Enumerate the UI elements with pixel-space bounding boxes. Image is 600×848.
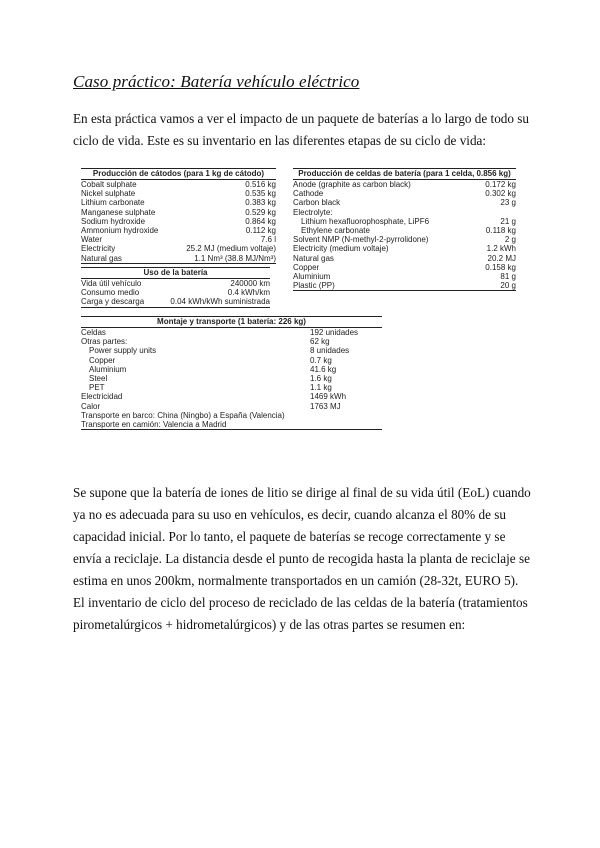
table-row	[293, 226, 516, 235]
table-row	[81, 217, 276, 226]
row-value: 25.2 MJ (medium voltaje)	[186, 244, 276, 254]
row-label: Copper	[293, 262, 320, 272]
table-row	[81, 374, 382, 383]
table-bottom-rule	[293, 290, 516, 291]
table-row	[81, 346, 382, 355]
row-label: Electrolyte:	[293, 207, 333, 217]
row-value: 0.158 kg	[485, 262, 516, 272]
row-label: Cathode	[293, 189, 324, 199]
table-row	[293, 235, 516, 244]
row-value: 192 unidades	[310, 328, 359, 337]
row-value: 1.1 Nm³ (38.8 MJ/Nm³)	[194, 253, 276, 263]
row-value: 0.864 kg	[245, 216, 276, 226]
table-row	[293, 272, 516, 281]
table-bottom-rule	[81, 263, 276, 264]
row-value: 2 g	[504, 235, 516, 245]
table-row	[81, 279, 270, 288]
table-row	[81, 235, 276, 244]
row-value: 0.516 kg	[245, 180, 276, 189]
row-label: Water	[81, 235, 103, 245]
row-label: Transporte en barco: China (Ningbo) a España (Valencia)	[81, 410, 285, 420]
row-label: Celdas	[81, 328, 106, 337]
row-label: PET	[89, 383, 105, 393]
table-row	[293, 198, 516, 207]
row-value: 1469 kWh	[310, 392, 347, 402]
row-label: Manganese sulphate	[81, 207, 156, 217]
table-row	[81, 288, 270, 297]
table-row	[81, 226, 276, 235]
row-value: 0.383 kg	[245, 198, 276, 208]
row-value: 41.6 kg	[310, 364, 337, 374]
row-value: 20.2 MJ	[487, 253, 516, 263]
table-bottom-rule	[81, 429, 382, 430]
row-value: 0.535 kg	[245, 189, 276, 199]
table-assembly-transport	[81, 316, 382, 430]
row-value	[310, 411, 382, 420]
row-value: 23 g	[500, 198, 516, 208]
table-row	[293, 217, 516, 226]
row-label: Copper	[89, 355, 116, 365]
table-row	[81, 356, 382, 365]
row-label: Solvent NMP (N-methyl-2-pyrrolidone)	[293, 235, 429, 245]
table-cell-production	[293, 168, 516, 291]
table-battery-use	[81, 267, 270, 308]
row-label: Lithium hexafluorophosphate, LiPF6	[301, 216, 430, 226]
row-label: Ammonium hydroxide	[81, 225, 159, 235]
row-value: 0.112 kg	[245, 225, 276, 235]
row-value: 1.2 kWh	[486, 244, 516, 254]
table-row	[81, 383, 382, 392]
table-row	[81, 420, 382, 429]
table-row	[81, 198, 276, 207]
table-row	[81, 411, 382, 420]
row-value: 1.6 kg	[310, 373, 332, 383]
row-label: Carga y descarga	[81, 297, 145, 307]
row-value: 0.4 kWh/km	[227, 288, 270, 298]
page-title: Caso práctico: Batería vehículo eléctrico	[73, 72, 360, 91]
row-value: 7.6 l	[260, 235, 276, 245]
row-label: Natural gas	[81, 253, 122, 263]
row-label: Consumo medio	[81, 288, 140, 298]
table-title: Montaje y transporte (1 batería: 226 kg)	[81, 316, 382, 328]
row-value: 8 unidades	[310, 346, 350, 356]
row-label: Power supply units	[89, 346, 157, 356]
row-label: Natural gas	[293, 253, 334, 263]
recycling-paragraph: Se supone que la batería de iones de litio se dirige al final de su vida útil (EoL) cuando ya no es adecuada para su uso en vehículos, es decir, cuando alcanza el 80% de su capacidad inicial. Por lo tanto, el paquete de baterías se recoge correctamente y se envía a reciclaje. La distancia desde el punto de recogida hasta la planta de reciclaje se estima en unos 200km, normalmente transportados en un camión (28-32t, EURO 5). El inventario de ciclo del proceso de reciclado de las celdas de la batería (tratamientos pirometalúrgicos + hidrometalúrgicos) y de las otras partes se resumen en:	[73, 485, 531, 632]
row-label: Electricity	[81, 244, 116, 254]
row-label: Cobalt sulphate	[81, 180, 137, 189]
table-row	[293, 244, 516, 253]
row-value: 1763 MJ	[310, 401, 341, 411]
table-row	[81, 254, 276, 263]
row-value: 20 g	[500, 281, 516, 291]
table-row	[293, 208, 516, 217]
row-label: Ethylene carbonate	[301, 225, 370, 235]
table-row	[81, 244, 276, 253]
row-label: Aluminium	[89, 364, 127, 374]
row-label: Vida útil vehículo	[81, 279, 142, 288]
row-label: Lithium carbonate	[81, 198, 145, 208]
row-label: Aluminium	[293, 271, 331, 281]
table-row	[81, 392, 382, 401]
row-value: 81 g	[500, 271, 516, 281]
table-row	[293, 180, 516, 189]
row-value	[510, 208, 516, 217]
table-row	[81, 365, 382, 374]
row-value: 0.04 kWh/kWh suministrada	[170, 297, 270, 307]
row-label: Carbon black	[293, 198, 341, 208]
row-value: 240000 km	[230, 279, 270, 288]
table-row	[81, 328, 382, 337]
intro-paragraph: En esta práctica vamos a ver el impacto de un paquete de baterías a lo largo de todo su ciclo de vida. Este es su inventario en las diferentes etapas de su ciclo de vida:	[73, 111, 530, 148]
table-title: Producción de cátodos (para 1 kg de cátodo)	[81, 168, 276, 180]
row-value: 0.529 kg	[245, 207, 276, 217]
row-value	[310, 420, 382, 429]
row-label: Electricity (medium voltaje)	[293, 244, 389, 254]
table-row	[81, 180, 276, 189]
row-value: 0.172 kg	[485, 180, 516, 189]
table-cathode-production	[81, 168, 276, 264]
row-label: Otras partes:	[81, 337, 128, 347]
row-label: Anode (graphite as carbon black)	[293, 180, 411, 189]
table-row	[81, 402, 382, 411]
row-label: Steel	[89, 373, 108, 383]
table-title: Uso de la batería	[81, 267, 270, 279]
table-row	[293, 254, 516, 263]
row-value: 62 kg	[310, 337, 330, 347]
row-label: Transporte en camión: Valencia a Madrid	[81, 419, 227, 429]
row-label: Calor	[81, 401, 101, 411]
table-title: Producción de celdas de batería (para 1 celda, 0.856 kg)	[293, 168, 516, 180]
table-row	[81, 208, 276, 217]
row-label: Sodium hydroxide	[81, 216, 146, 226]
row-value: 21 g	[500, 216, 516, 226]
row-value: 0.302 kg	[485, 189, 516, 199]
row-value: 1.1 kg	[310, 383, 332, 393]
table-row	[81, 189, 276, 198]
table-bottom-rule	[81, 307, 270, 308]
table-row	[81, 297, 270, 306]
row-label: Plastic (PP)	[293, 281, 335, 291]
row-label: Electricidad	[81, 392, 123, 402]
table-row	[293, 263, 516, 272]
table-row	[293, 281, 516, 290]
table-row	[293, 189, 516, 198]
table-row	[81, 337, 382, 346]
row-value: 0.118 kg	[485, 225, 516, 235]
row-value: 0.7 kg	[310, 355, 332, 365]
row-label: Nickel sulphate	[81, 189, 136, 199]
